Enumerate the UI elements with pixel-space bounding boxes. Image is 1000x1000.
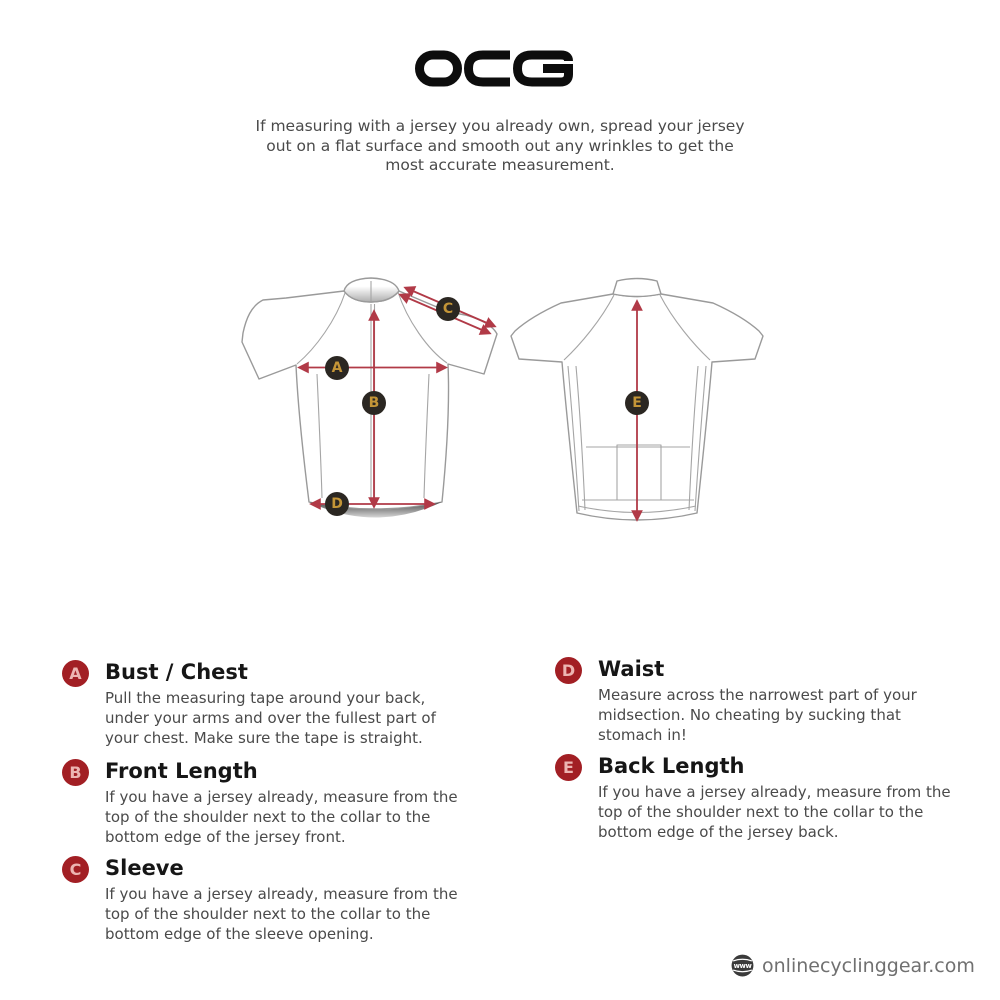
jersey-diagrams (220, 265, 790, 550)
globe-www-icon (730, 953, 755, 978)
jersey-marker-b: B (362, 391, 386, 415)
measure-description-bust-chest: Pull the measuring tape around your back, under your arms and over the fullest part of your chest. Make sure the tape is straight. (105, 689, 436, 747)
back-jersey-collar (613, 279, 661, 297)
measurement-section-waist (555, 656, 966, 745)
measurement-section-sleeve (62, 855, 473, 944)
jersey-marker-a: A (325, 356, 349, 380)
measure-title-bust-chest: Bust / Chest (105, 660, 248, 684)
measure-title-sleeve: Sleeve (105, 856, 184, 880)
jersey-marker-e: E (625, 391, 649, 415)
jersey-marker-c: C (436, 297, 460, 321)
footer (730, 953, 975, 978)
measure-description-waist: Measure across the narrowest part of your midsection. No cheating by sucking that stomach in! (598, 686, 917, 744)
intro-text: If measuring with a jersey you already own, spread your jersey out on a flat surface and smooth out any wrinkles to get the most accurate measurement. (255, 117, 745, 174)
footer-website-link[interactable]: onlinecyclinggear.com (762, 954, 975, 977)
measurement-section-front-length (62, 758, 473, 847)
measure-title-front-length: Front Length (105, 759, 258, 783)
measurement-section-bust-chest (62, 659, 473, 748)
badge-a: A (62, 660, 89, 687)
badge-d: D (555, 657, 582, 684)
measure-description-back-length: If you have a jersey already, measure from the top of the shoulder next to the collar to the bottom edge of the jersey back. (598, 783, 951, 841)
measurement-section-back-length (555, 753, 966, 842)
measure-description-front-length: If you have a jersey already, measure from the top of the shoulder next to the collar to the bottom edge of the jersey front. (105, 788, 458, 846)
jersey-marker-d: D (325, 492, 349, 516)
badge-e: E (555, 754, 582, 781)
badge-b: B (62, 759, 89, 786)
measure-title-back-length: Back Length (598, 754, 745, 778)
measure-title-waist: Waist (598, 657, 665, 681)
measure-description-sleeve: If you have a jersey already, measure from the top of the shoulder next to the collar to the bottom edge of the sleeve opening. (105, 885, 458, 943)
svg-text:www: www (733, 962, 752, 971)
badge-c: C (62, 856, 89, 883)
